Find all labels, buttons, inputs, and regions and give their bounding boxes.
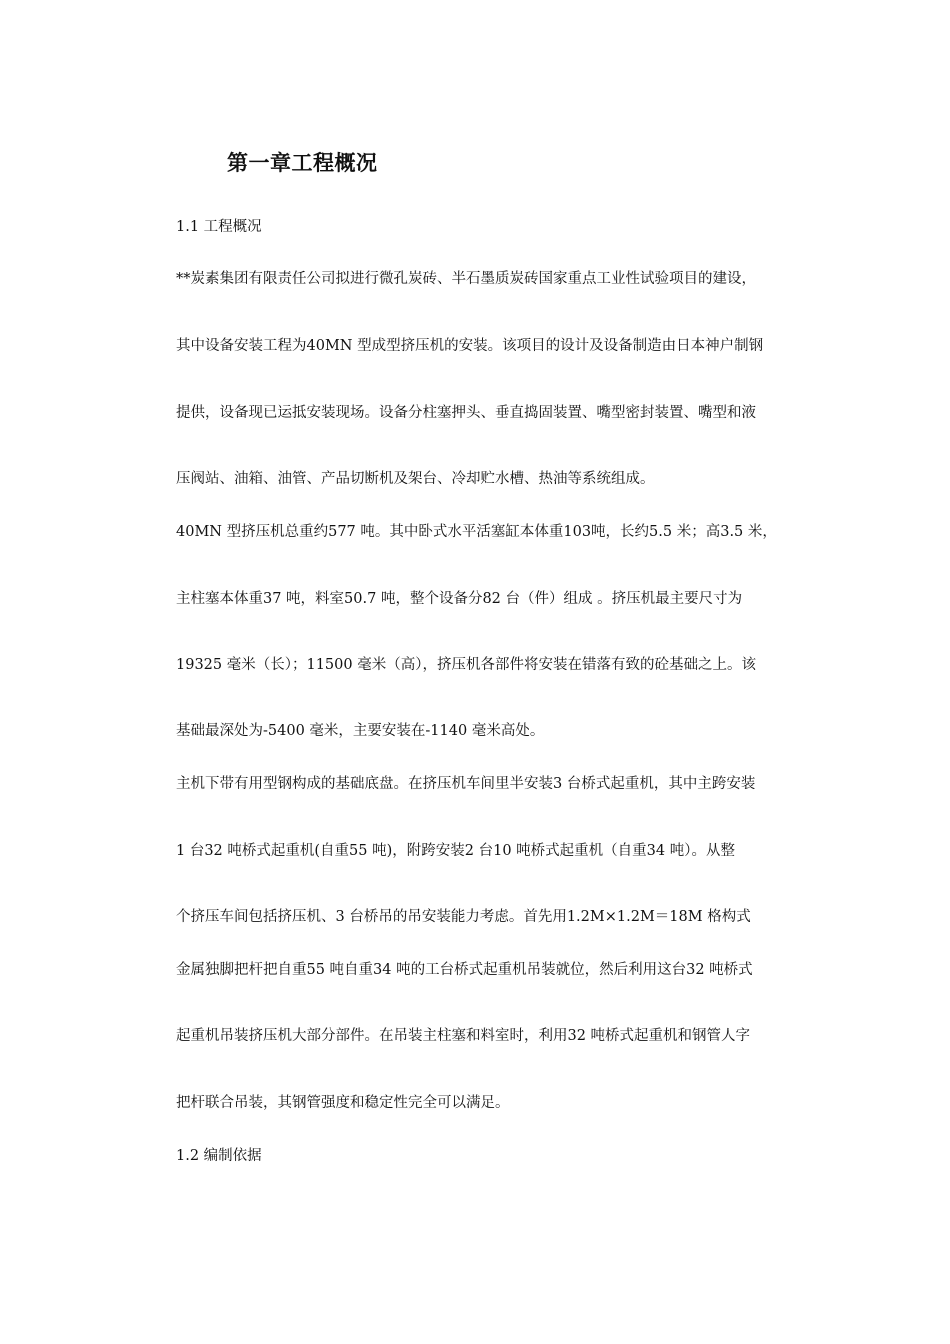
paragraph-line: 起重机吊装挤压机大部分部件。在吊装主柱塞和料室时，利用32 吨桥式起重机和钢管人字 (176, 1028, 751, 1044)
paragraph-line: **炭素集团有限责任公司拟进行微孔炭砖、半石墨质炭砖国家重点工业性试验项目的建设， (176, 271, 756, 287)
paragraph-line: 主柱塞本体重37 吨，料室50.7 吨，整个设备分82 台（件）组成 。挤压机最主要尺寸为 (176, 591, 743, 607)
paragraph-line: 压阀站、油箱、油管、产品切断机及架台、冷却贮水槽、热油等系统组成。 (176, 471, 655, 487)
paragraph-line: 1 台32 吨桥式起重机(自重55 吨)，附跨安装2 台10 吨桥式起重机（自重34 吨）。从整 (176, 843, 735, 859)
paragraph-line: 基础最深处为-5400 毫米，主要安装在-1140 毫米高处。 (176, 723, 545, 739)
paragraph-line: 40MN 型挤压机总重约577 吨。其中卧式水平活塞缸本体重103吨，长约5.5 米；高3.5 米， (176, 524, 777, 540)
paragraph-line: 个挤压车间包括挤压机、3 台桥吊的吊安装能力考虑。首先用1.2M×1.2M＝18M 格构式 (176, 909, 751, 925)
paragraph-line: 金属独脚把杆把自重55 吨自重34 吨的工台桥式起重机吊装就位，然后利用这台32 吨桥式 (176, 962, 753, 978)
paragraph-line: 把杆联合吊装，其钢管强度和稳定性完全可以满足。 (176, 1095, 510, 1111)
section-heading-1-1: 1.1 工程概况 (176, 219, 262, 235)
paragraph-line: 其中设备安装工程为40MN 型成型挤压机的安装。该项目的设计及设备制造由日本神户制钢 (176, 338, 764, 354)
paragraph-line: 提供，设备现已运抵安装现场。设备分柱塞押头、垂直捣固装置、嘴型密封装置、嘴型和液 (176, 405, 756, 421)
paragraph-line: 主机下带有用型钢构成的基础底盘。在挤压机车间里半安装3 台桥式起重机，其中主跨安装 (176, 776, 756, 792)
paragraph-line: 19325 毫米（长）；11500 毫米（高），挤压机各部件将安装在错落有致的砼基础之上。该 (176, 657, 756, 673)
section-heading-1-2: 1.2 编制依据 (176, 1148, 262, 1164)
chapter-title: 第一章工程概况 (227, 151, 378, 175)
